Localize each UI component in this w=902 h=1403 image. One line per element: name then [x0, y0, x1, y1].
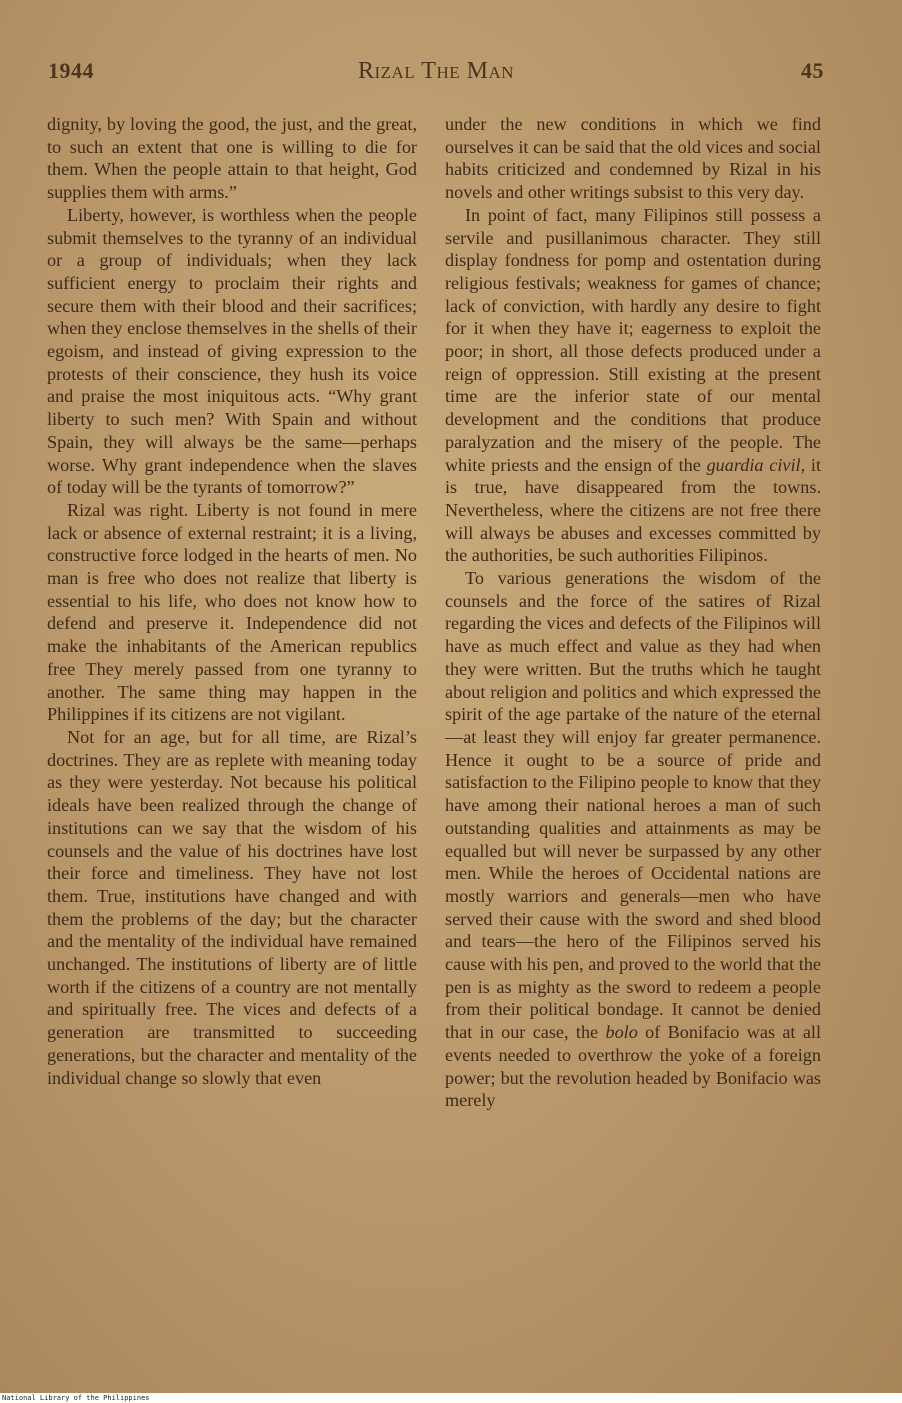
- header-title: Rizal The Man: [358, 58, 514, 84]
- paragraph: [445, 567, 821, 1112]
- paragraph-text: In point of fact, many Filipinos still possess a servile and pusillanimous character. They still display fondness for pomp and ostentation during religious festivals; weakness for games of chance; lack of conviction, with hardly any desire to fight for it when they have it; eagerness to exploit the poor; in short, all those defects produced under a reign of oppression. Still existing at the present time are the inferior state of our mental development and the conditions that produce paralyzation and the misery of the people. The white priests and the ensign of the: [445, 204, 821, 475]
- left-column: [47, 113, 417, 1089]
- library-credit: National Library of the Philippines: [2, 1394, 150, 1402]
- paragraph-text: of Bonifacio was at all events needed to overthrow the yoke of a foreign power; but the revolution headed by Bonifacio was merely: [445, 1022, 822, 1111]
- paragraph: Liberty, however, is worthless when the people submit themselves to the tyranny of an individual or a group of individuals; when they lack sufficient energy to proclaim their rights and secure them with their blood and their sacrifices; when they enclose themselves in the shells of their egoism, and instead of giving expression to the protests of their conscience, they hush its voice and praise the most iniquitous acts. “Why grant liberty to such men? With Spain and without Spain, they will always be the same—perhaps worse. Why grant independence when the slaves of today will be the tyrants of tomorrow?”: [47, 204, 417, 498]
- italic-term: guardia civil,: [706, 454, 806, 475]
- italic-term: bolo: [605, 1022, 638, 1043]
- paragraph: under the new conditions in which we find ourselves it can be said that the old vices and social habits criticized and condemned by Rizal in his novels and other writings subsist to this very day.: [445, 114, 821, 203]
- page-number: 45: [801, 58, 824, 83]
- paragraph: dignity, by loving the good, the just, and the great, to such an extent that one is willing to die for them. When the people attain to that height, God supplies them with arms.”: [47, 114, 417, 203]
- right-column: [445, 113, 821, 1112]
- header-year: 1944: [48, 58, 94, 83]
- paragraph-text: To various generations the wisdom of the counsels and the force of the satires of Rizal regarding the vices and defects of the Filipinos will have as much effect and value as they had when they were written. But the truths which he taught about religion and politics and which expressed the spirit of the age partake of the nature of the eternal—at least they will enjoy far greater permanence. Hence it ought to be a source of pride and satisfaction to the Filipino people to know that they have among their national heroes a man of such outstanding qualities and attainments as may be equalled but will never be surpassed by any other men. While the heroes of Occidental nations are mostly warriors and generals—men who have served their cause with the sword and shed blood and tears—the hero of the Filipinos served his cause with his pen, and proved to the world that the pen is as mighty as the sword to redeem a people from their political bondage. It cannot be denied that in our case, the: [445, 568, 821, 1043]
- paragraph: Rizal was right. Liberty is not found in mere lack or absence of external restraint; it is a living, constructive force lodged in the hearts of men. No man is free who does not realize that liberty is essential to his life, who does not know how to defend and preserve it. Independence did not make the inhabitants of the American republics free They merely passed from one tyranny to another. The same thing may happen in the Philippines if its citizens are not vigilant.: [47, 499, 417, 725]
- paragraph: [445, 204, 821, 567]
- paragraph-text: it is true, have disappeared from the towns. Nevertheless, where the citizens are not free there will always be abuses and excesses committed by the authorities, be such authorities Filipinos.: [445, 454, 821, 566]
- paragraph: Not for an age, but for all time, are Rizal’s doctrines. They are as replete with meaning today as they were yesterday. Not because his political ideals have been realized through the change of institutions can we say that the wisdom of his counsels and the value of his doctrines have lost their force and timeliness. They have not lost them. True, institutions have changed and with them the problems of the day; but the character and the mentality of the individual have remained unchanged. The institutions of liberty are of little worth if the citizens of a country are not mentally and spiritually free. The vices and defects of a generation are transmitted to succeeding generations, but the character and mentality of the individual change so slowly that even: [47, 726, 417, 1088]
- running-header: [48, 58, 824, 92]
